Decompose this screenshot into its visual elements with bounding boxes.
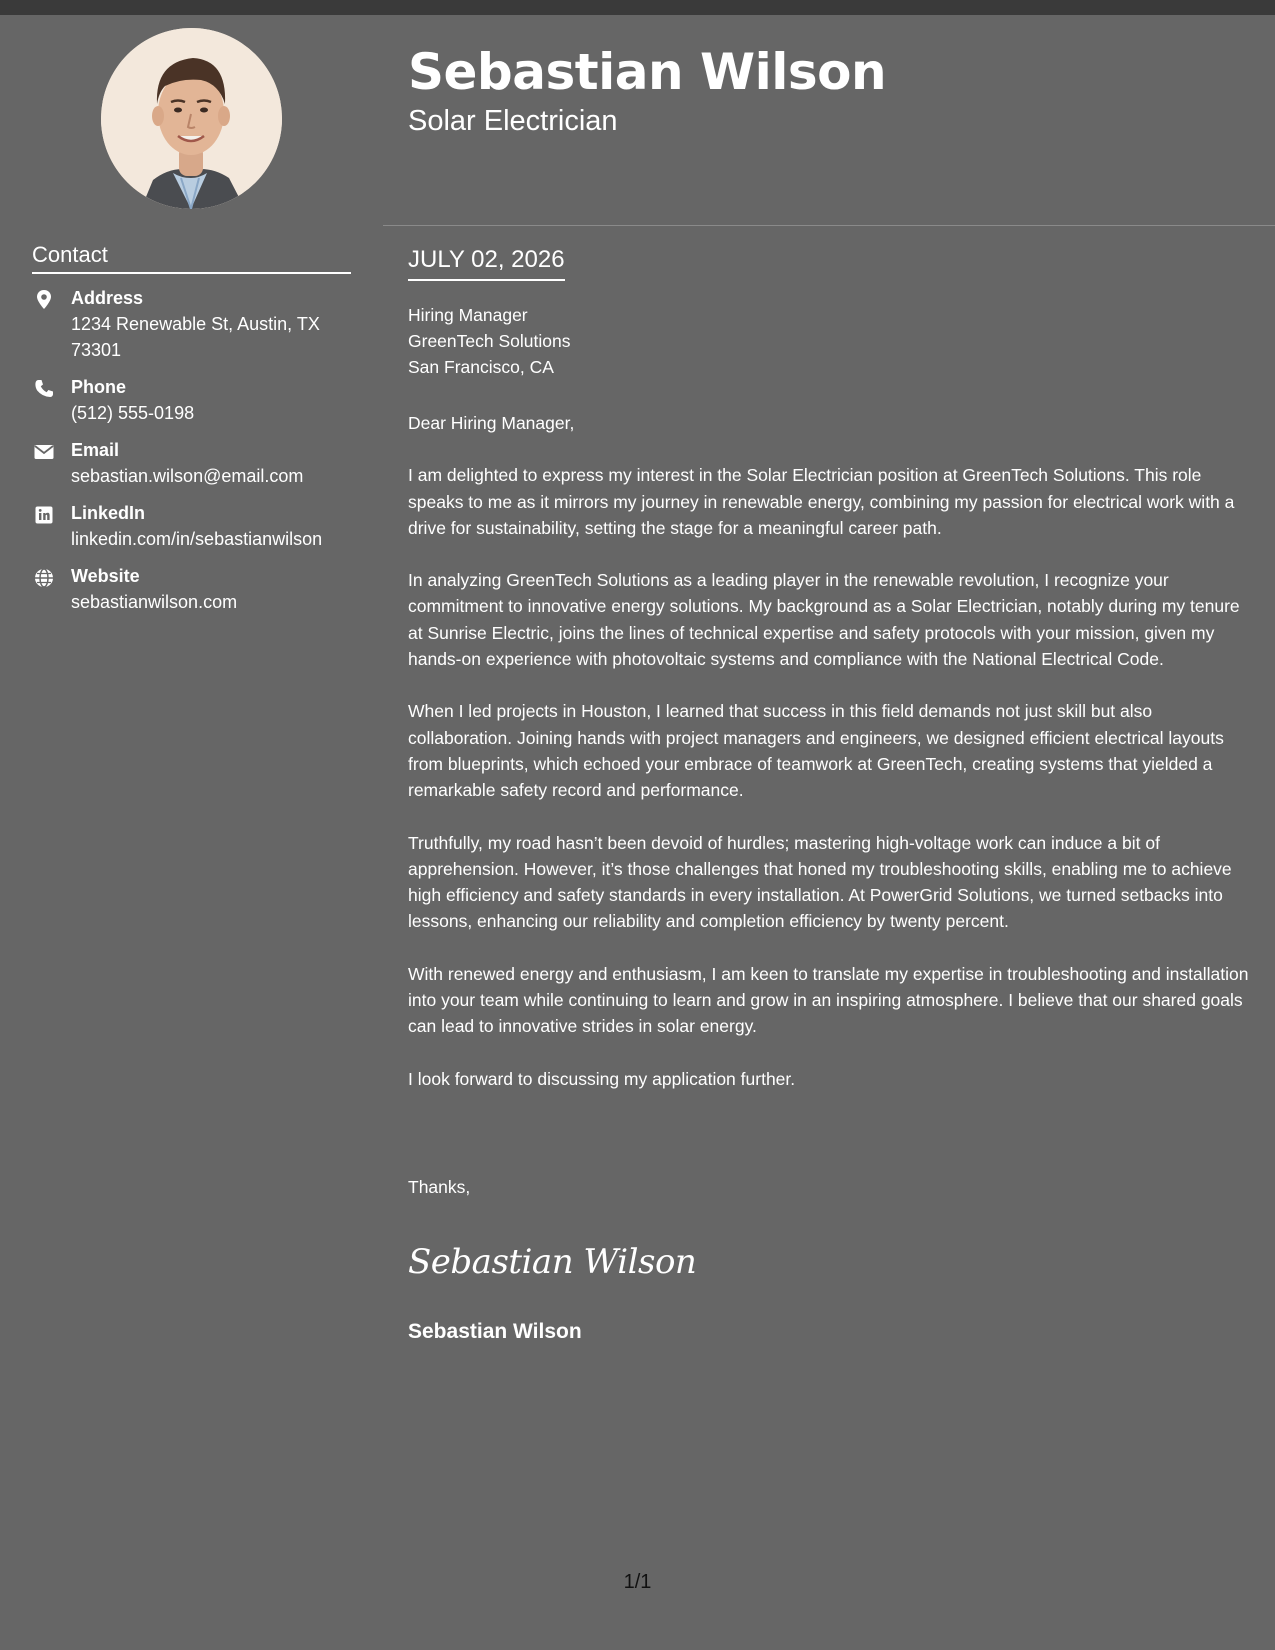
body-paragraph: With renewed energy and enthusiasm, I am keen to translate my expertise in troubleshooting and installation into your team while continuing to learn and grow in an inspiring atmosphere. I believe that our shared goals can lead to innovative strides in solar energy. xyxy=(408,963,1249,1037)
contact-label: Website xyxy=(71,566,140,586)
contact-label: LinkedIn xyxy=(71,503,146,523)
recipient-block xyxy=(408,302,570,380)
body-paragraph: In analyzing GreenTech Solutions as a leading player in the renewable revolution, I recognize your commitment to innovative energy solutions. My background as a Solar Electrician, notably during my tenure at Sunrise Electric, joins the lines of technical expertise and safety protocols with your mission, given my hands-on experience with photovoltaic systems and compliance with the National Electrical Code. xyxy=(408,570,1240,670)
letter-date: JULY 02, 2026 xyxy=(408,244,565,281)
contact-value: sebastian.wilson@email.com xyxy=(71,466,304,486)
phone-icon xyxy=(32,377,56,401)
contact-value: sebastianwilson.com xyxy=(71,592,238,612)
top-bar xyxy=(0,0,1275,15)
location-pin-icon xyxy=(32,288,56,312)
body-paragraph: I am delighted to express my interest in the Solar Electrician position at GreenTech Solutions. This role speaks to me as it mirrors my journey in renewable energy, combining my passion for electrical work with a drive for sustainability, setting the stage for a meaningful career path. xyxy=(408,465,1235,538)
contact-linkedin xyxy=(32,501,362,553)
recipient-line: GreenTech Solutions xyxy=(408,331,571,351)
header-divider xyxy=(383,225,1275,226)
recipient-line: Hiring Manager xyxy=(408,305,528,325)
contact-heading: Contact xyxy=(32,240,351,274)
handwritten-signature xyxy=(406,1235,696,1285)
letter-body xyxy=(408,410,1250,1118)
avatar xyxy=(101,28,282,209)
signer-name: Sebastian Wilson xyxy=(408,1320,582,1343)
contact-label: Email xyxy=(71,440,120,460)
body-paragraph: When I led projects in Houston, I learned that success in this field demands not just skill but also collaboration. Joining hands with project managers and engineers, we designed efficient electrical layouts from blueprints, which echoed your embrace of teamwork at GreenTech, creating systems that yielded a remarkable safety record and performance. xyxy=(408,701,1224,801)
salutation: Dear Hiring Manager, xyxy=(408,413,575,433)
envelope-icon xyxy=(32,440,56,464)
contact-value: linkedin.com/in/sebastianwilson xyxy=(71,529,323,549)
linkedin-icon xyxy=(32,503,56,527)
globe-icon xyxy=(32,566,56,590)
recipient-line: San Francisco, CA xyxy=(408,357,554,377)
page-number: 1/1 xyxy=(623,1571,652,1593)
contact-value: 1234 Renewable St, Austin, TX 73301 xyxy=(71,314,320,360)
body-paragraph: I look forward to discussing my application further. xyxy=(408,1068,796,1089)
contact-value: (512) 555-0198 xyxy=(71,403,195,423)
candidate-name: Sebastian Wilson xyxy=(408,43,887,101)
svg-text:Sebastian Wilson: Sebastian Wilson xyxy=(408,1242,696,1282)
contact-label: Address xyxy=(71,288,144,308)
body-paragraph: Truthfully, my road hasn’t been devoid of hurdles; mastering high-voltage work can induce a bit of apprehension. However, it’s those challenges that honed my troubleshooting skills, enabling me to achieve high efficiency and safety standards in every installation. At PowerGrid Solutions, we turned setbacks into lessons, enhancing our reliability and completion efficiency by twenty percent. xyxy=(408,832,1232,932)
contact-website xyxy=(32,564,362,616)
job-title: Solar Electrician xyxy=(408,105,618,137)
contact-email xyxy=(32,438,362,490)
contact-label: Phone xyxy=(71,377,127,397)
contact-phone xyxy=(32,375,362,427)
contact-address xyxy=(32,286,362,360)
closing: Thanks, xyxy=(408,1177,471,1197)
